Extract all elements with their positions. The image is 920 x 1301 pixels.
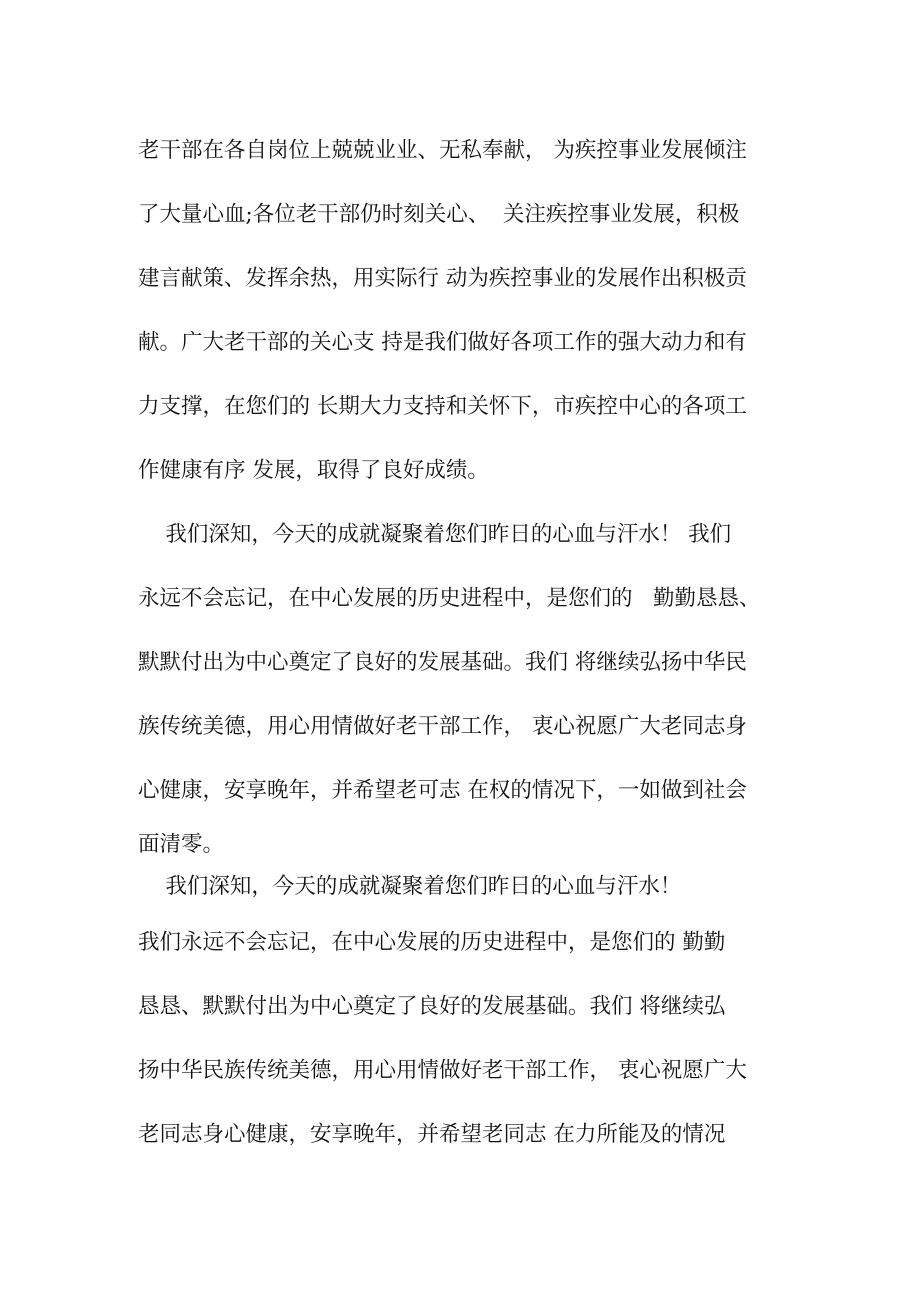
text-line: 了大量心血;各位老干部仍时刻关心、 关注疾控事业发展，积极	[138, 202, 740, 227]
text-line: 族传统美德，用心用情做好老干部工作， 衷心祝愿广大老同志身	[138, 714, 747, 739]
text-line: 老同志身心健康，安享晚年，并希望老同志 在力所能及的情况	[138, 1122, 726, 1147]
text-line: 我们深知，今天的成就凝聚着您们昨日的心血与汗水！	[138, 874, 682, 899]
text-line: 永远不会忘记，在中心发展的历史进程中，是您们的 勤勤恳恳、	[138, 586, 761, 611]
text-line: 献。广大老干部的关心支 持是我们做好各项工作的强大动力和有	[138, 330, 747, 355]
text-line: 心健康，安享晚年，并希望老可志 在权的情况下，一如做到社会	[138, 778, 747, 803]
text-line: 我们深知，今天的成就凝聚着您们昨日的心血与汗水！ 我们	[138, 522, 732, 547]
text-line: 力支撑，在您们的 长期大力支持和关怀下，市疾控中心的各项工	[138, 394, 747, 419]
text-line: 老干部在各自岗位上兢兢业业、无私奉献， 为疾控事业发展倾注	[138, 138, 747, 163]
text-line: 默默付出为中心奠定了良好的发展基础。我们 将继续弘扬中华民	[138, 650, 747, 675]
text-line: 建言献策、发挥余热，用实际行 动为疾控事业的发展作出积极贡	[138, 266, 747, 291]
text-line: 作健康有序 发展，取得了良好成绩。	[138, 458, 489, 483]
text-line: 恳恳、默默付出为中心奠定了良好的发展基础。我们 将继续弘	[138, 994, 726, 1019]
text-line: 我们永远不会忘记，在中心发展的历史进程中，是您们的 勤勤	[138, 930, 726, 955]
text-line: 扬中华民族传统美德，用心用情做好老干部工作， 衷心祝愿广大	[138, 1058, 747, 1083]
text-line: 面清零。	[138, 832, 225, 857]
